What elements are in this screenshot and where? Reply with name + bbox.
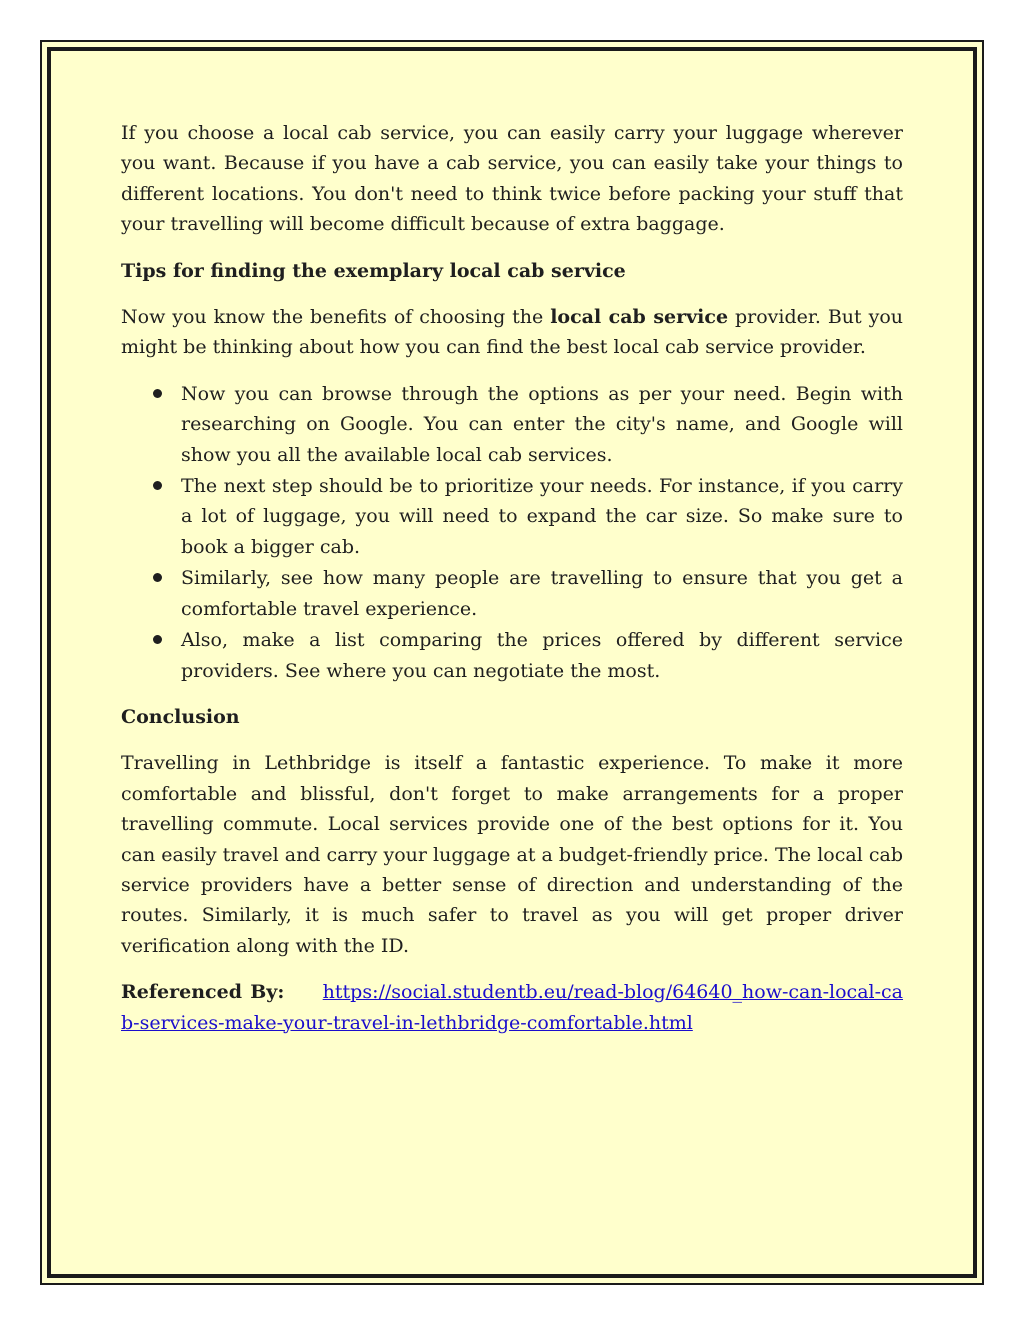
benefits-paragraph xyxy=(121,302,903,363)
reference-line xyxy=(121,977,903,1038)
conclusion-paragraph: Travelling in Lethbridge is itself a fantastic experience. To make it more comfortable and blissful, don't forget to make arrangements for a proper travelling commute. Local services provide one of the best options for it. You can easily travel and carry your luggage at a budget-friendly price. The local cab service providers have a better sense of direction and understanding of the routes. Similarly, it is much safer to travel as you will get proper driver verification along with the ID. xyxy=(121,752,903,957)
list-item-text: The next step should be to prioritize your needs. For instance, if you carry a lot of luggage, you will need to expand the car size. So make sure to book a bigger cab. xyxy=(181,475,903,558)
document-body xyxy=(121,118,903,1054)
reference-link[interactable]: https://social.studentb.eu/read-blog/64640_how-can-local-cab-services-make-your-travel-in-lethbridge-comfortable.html xyxy=(121,981,903,1034)
list-item-text: Similarly, see how many people are travelling to ensure that you get a comfortable travel experience. xyxy=(181,567,903,620)
bullet-icon xyxy=(153,573,162,582)
list-item xyxy=(121,625,903,686)
list-item-text: Now you can browse through the options as per your need. Begin with researching on Google. You can enter the city's name, and Google will show you all the available local cab services. xyxy=(181,382,903,466)
list-item-text: Also, make a list comparing the prices offered by different service providers. See where you can negotiate the most. xyxy=(181,629,903,682)
tips-heading: Tips for finding the exemplary local cab service xyxy=(121,259,626,282)
bullet-icon xyxy=(153,389,162,398)
reference-label: Referenced By: xyxy=(121,981,285,1004)
list-item xyxy=(121,379,903,470)
intro-paragraph: If you choose a local cab service, you can easily carry your luggage wherever you want. Because if you have a cab service, you can easily take your things to different locations. You don't need to think twice before packing your stuff that your travelling will become difficult because of extra baggage. xyxy=(121,122,903,236)
conclusion-heading: Conclusion xyxy=(121,705,240,728)
benefits-text-after: provider. But you might be thinking about how you can find the best local cab service provider. xyxy=(121,306,903,359)
benefits-text-before: Now you know the benefits of choosing the xyxy=(121,306,551,329)
list-item xyxy=(121,471,903,562)
bullet-icon xyxy=(153,481,162,490)
local-cab-service-bold: local cab service xyxy=(550,306,729,329)
bullet-icon xyxy=(153,635,162,644)
list-item xyxy=(121,563,903,624)
tips-list xyxy=(121,379,903,686)
